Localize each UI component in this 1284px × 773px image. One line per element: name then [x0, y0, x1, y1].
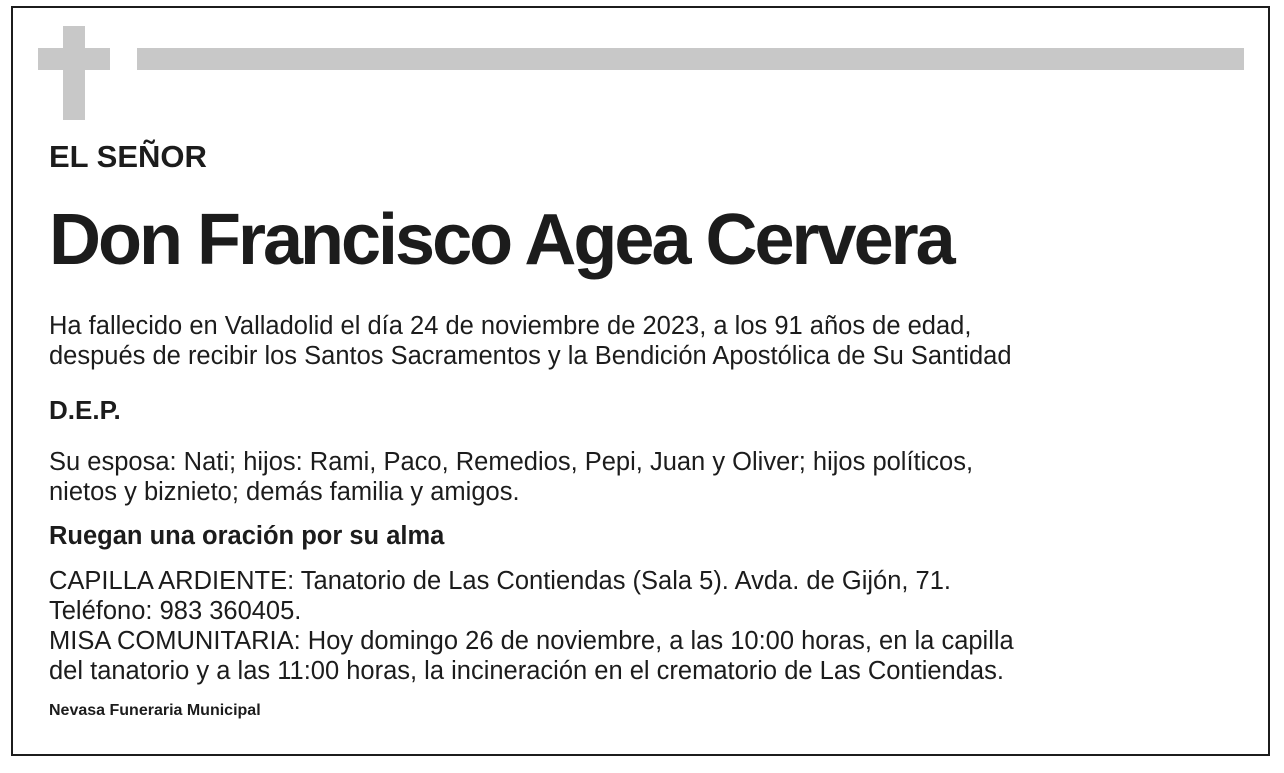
service-line-2: Teléfono: 983 360405. [49, 597, 302, 625]
service-line-4: del tanatorio y a las 11:00 horas, la incineración en el crematorio de Las Contiendas. [49, 657, 1004, 685]
cross-horizontal-bar [38, 48, 110, 70]
rip-label: D.E.P. [49, 395, 121, 425]
prayer-request: Ruegan una oración por su alma [49, 522, 445, 550]
death-line-1: Ha fallecido en Valladolid el día 24 de noviembre de 2023, a los 91 años de edad, [49, 312, 972, 340]
family-list [49, 447, 973, 507]
death-announcement [49, 311, 1012, 371]
family-line-1: Su esposa: Nati; hijos: Rami, Paco, Remedios, Pepi, Juan y Oliver; hijos políticos, [49, 448, 974, 476]
service-details [49, 566, 1014, 686]
service-line-1: CAPILLA ARDIENTE: Tanatorio de Las Contiendas (Sala 5). Avda. de Gijón, 71. [49, 567, 952, 595]
family-line-2: nietos y biznieto; demás familia y amigos. [49, 478, 520, 506]
deceased-name: Don Francisco Agea Cervera [49, 200, 953, 280]
header-rule [137, 48, 1244, 70]
service-line-3: MISA COMUNITARIA: Hoy domingo 26 de noviembre, a las 10:00 horas, en la capilla [49, 627, 1014, 655]
cross-vertical-bar [63, 26, 85, 120]
funeral-home-credit: Nevasa Funeraria Municipal [49, 702, 261, 719]
death-line-2: después de recibir los Santos Sacramentos y la Bendición Apostólica de Su Santidad [49, 342, 1012, 370]
honorific-label: EL SEÑOR [49, 139, 207, 174]
